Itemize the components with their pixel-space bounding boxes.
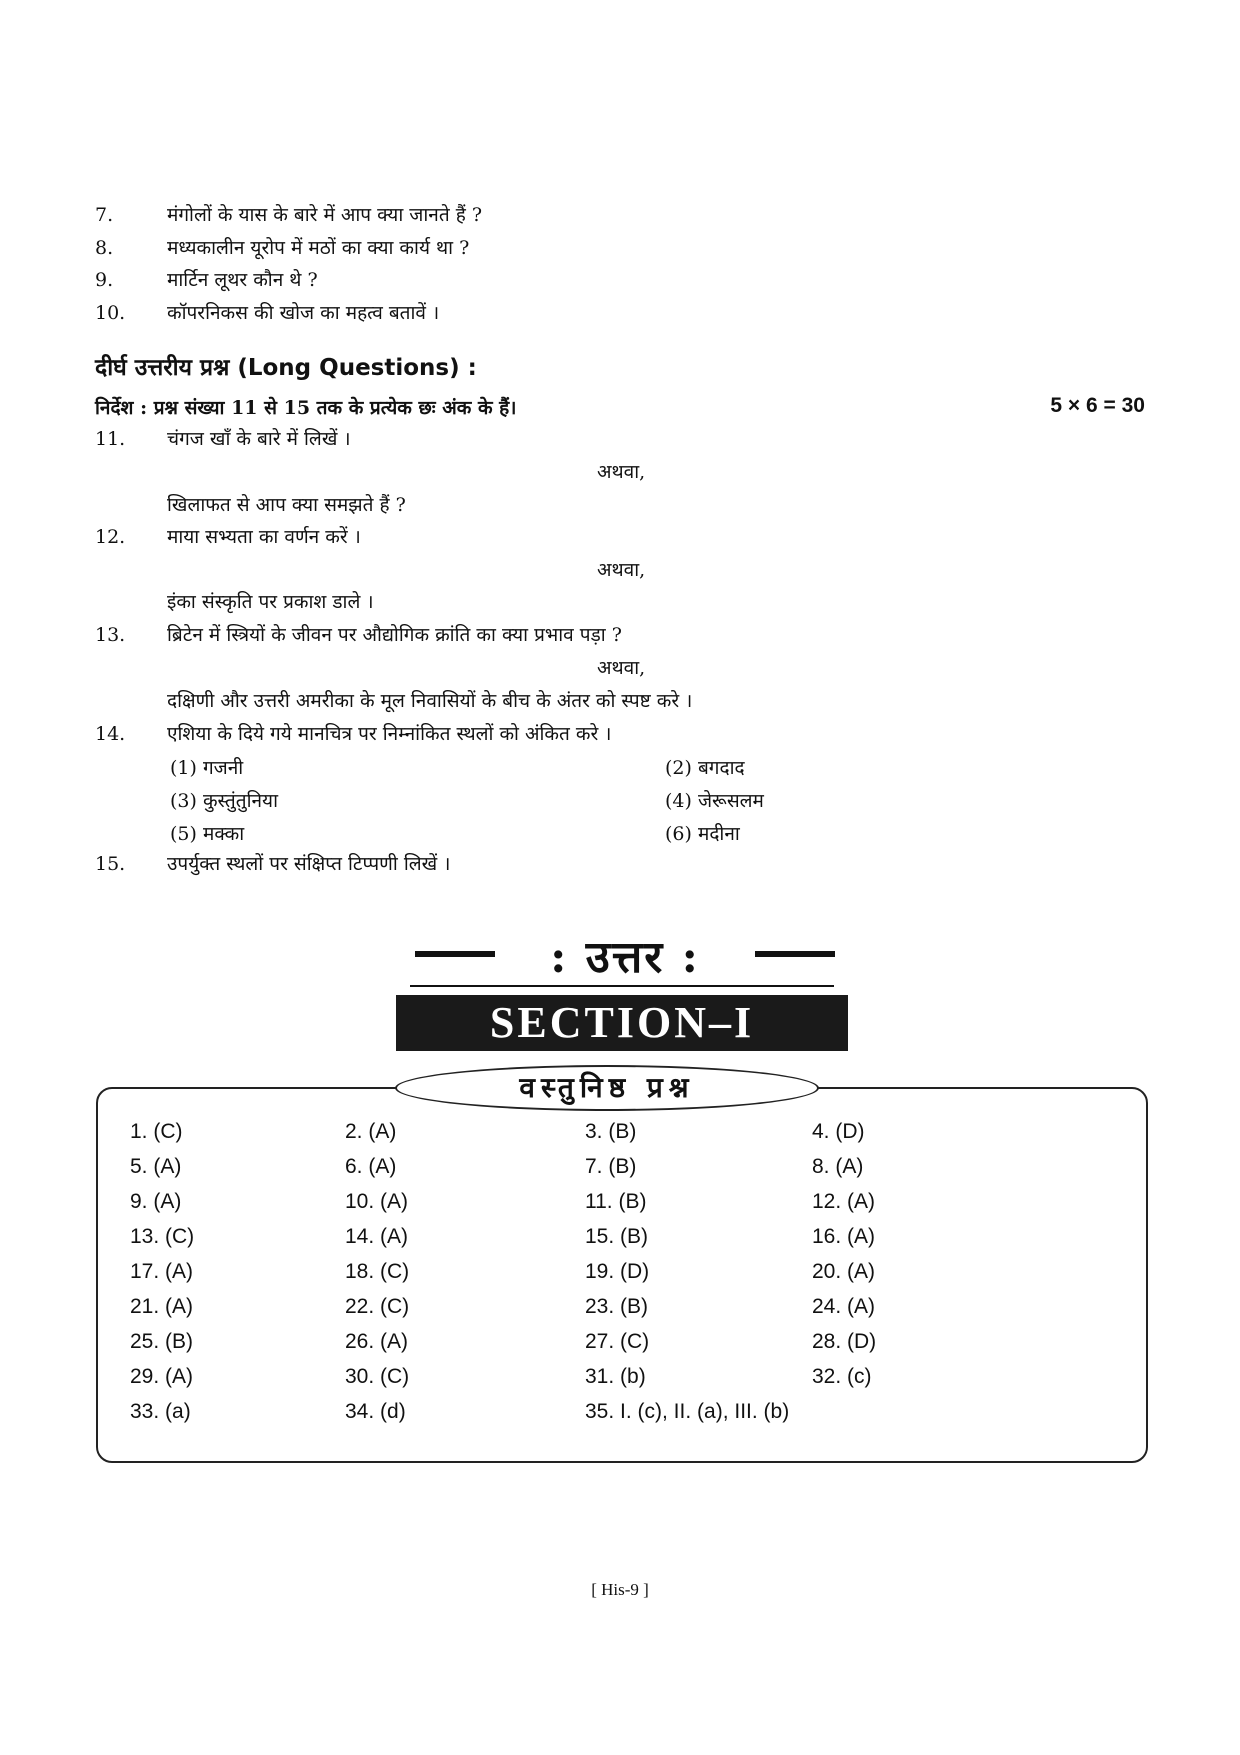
question-alt-text: इंका संस्कृति पर प्रकाश डाले । xyxy=(167,591,374,613)
answer-item: 5. (A) xyxy=(130,1155,182,1178)
answer-item: 14. (A) xyxy=(345,1225,409,1248)
answer-item: 28. (D) xyxy=(812,1330,877,1353)
answer-item: 18. (C) xyxy=(345,1260,410,1283)
place-item: (2) बगदाद xyxy=(665,757,745,779)
answer-item: 8. (A) xyxy=(812,1155,864,1178)
answer-item: 27. (C) xyxy=(585,1330,650,1353)
answer-item: 20. (A) xyxy=(812,1260,876,1283)
place-item: (5) मक्का xyxy=(170,823,245,845)
or-label: अथवा, xyxy=(597,559,646,581)
answer-item: 29. (A) xyxy=(130,1365,194,1388)
marks-formula: 5 × 6 = 30 xyxy=(1050,394,1145,417)
answer-item: 9. (A) xyxy=(130,1190,182,1213)
answer-item: 33. (a) xyxy=(130,1400,191,1423)
answer-item: 19. (D) xyxy=(585,1260,650,1283)
answer-item: 31. (b) xyxy=(585,1365,646,1388)
question-number: 8. xyxy=(95,237,114,259)
page-footer: [ His-9 ] xyxy=(591,1580,649,1599)
answer-item: 32. (c) xyxy=(812,1365,872,1388)
place-item: (6) मदीना xyxy=(665,823,740,845)
objective-questions-oval: वस्तुनिष्ठ प्रश्न xyxy=(395,1065,819,1111)
answer-item: 35. I. (c), II. (a), III. (b) xyxy=(585,1400,790,1423)
answer-item: 10. (A) xyxy=(345,1190,409,1213)
question-text: ब्रिटेन में स्त्रियों के जीवन पर औद्योगिक क्रांति का क्या प्रभाव पड़ा ? xyxy=(167,624,622,646)
question-number: 13. xyxy=(95,624,126,646)
question-text: मध्यकालीन यूरोप में मठों का क्या कार्य था ? xyxy=(167,237,470,259)
question-text: मार्टिन लूथर कौन थे ? xyxy=(167,269,318,291)
long-questions-heading: दीर्घ उत्तरीय प्रश्न (Long Questions) : xyxy=(95,355,477,381)
question-text: माया सभ्यता का वर्णन करें । xyxy=(167,526,361,548)
question-text: उपर्युक्त स्थलों पर संक्षिप्त टिप्पणी लिखें । xyxy=(167,853,451,875)
question-text: चंगज खाँ के बारे में लिखें । xyxy=(167,428,351,450)
title-underline xyxy=(410,985,834,987)
question-text: एशिया के दिये गये मानचित्र पर निम्नांकित स्थलों को अंकित करे । xyxy=(167,723,612,745)
or-label: अथवा, xyxy=(597,657,646,679)
question-number: 9. xyxy=(95,269,114,291)
answer-item: 2. (A) xyxy=(345,1120,397,1143)
question-text: कॉपरनिकस की खोज का महत्व बतावें । xyxy=(167,302,440,324)
instruction-text: निर्देश : प्रश्न संख्या 11 से 15 तक के प्रत्येक छः अंक के हैं। xyxy=(95,397,517,419)
answer-item: 12. (A) xyxy=(812,1190,876,1213)
answer-item: 1. (C) xyxy=(130,1120,183,1143)
place-item: (3) कुस्तुंतुनिया xyxy=(170,790,279,812)
section-banner: SECTION–I xyxy=(396,995,848,1051)
answer-item: 3. (B) xyxy=(585,1120,637,1143)
question-number: 10. xyxy=(95,302,126,324)
question-number: 11. xyxy=(95,428,126,450)
place-item: (4) जेरूसलम xyxy=(665,790,764,812)
answer-item: 13. (C) xyxy=(130,1225,195,1248)
place-item: (1) गजनी xyxy=(170,757,244,779)
answer-item: 21. (A) xyxy=(130,1295,194,1318)
answer-item: 6. (A) xyxy=(345,1155,397,1178)
answer-item: 34. (d) xyxy=(345,1400,406,1423)
answer-item: 4. (D) xyxy=(812,1120,865,1143)
question-number: 12. xyxy=(95,526,126,548)
answer-item: 22. (C) xyxy=(345,1295,410,1318)
answer-item: 11. (B) xyxy=(585,1190,647,1213)
answer-item: 23. (B) xyxy=(585,1295,649,1318)
question-number: 14. xyxy=(95,723,126,745)
answer-item: 17. (A) xyxy=(130,1260,194,1283)
question-number: 15. xyxy=(95,853,126,875)
answer-title xyxy=(410,925,840,985)
question-number: 7. xyxy=(95,204,114,226)
question-alt-text: खिलाफत से आप क्या समझते हैं ? xyxy=(167,494,406,516)
answer-item: 26. (A) xyxy=(345,1330,409,1353)
answer-title-text: : उत्तर : xyxy=(550,932,700,983)
or-label: अथवा, xyxy=(597,461,646,483)
answer-item: 30. (C) xyxy=(345,1365,410,1388)
answer-item: 25. (B) xyxy=(130,1330,194,1353)
answer-item: 16. (A) xyxy=(812,1225,876,1248)
question-text: मंगोलों के यास के बारे में आप क्या जानते हैं ? xyxy=(167,204,483,226)
answer-item: 7. (B) xyxy=(585,1155,637,1178)
question-alt-text: दक्षिणी और उत्तरी अमरीका के मूल निवासियों के बीच के अंतर को स्पष्ट करे । xyxy=(167,690,693,712)
answer-item: 24. (A) xyxy=(812,1295,876,1318)
answer-item: 15. (B) xyxy=(585,1225,649,1248)
